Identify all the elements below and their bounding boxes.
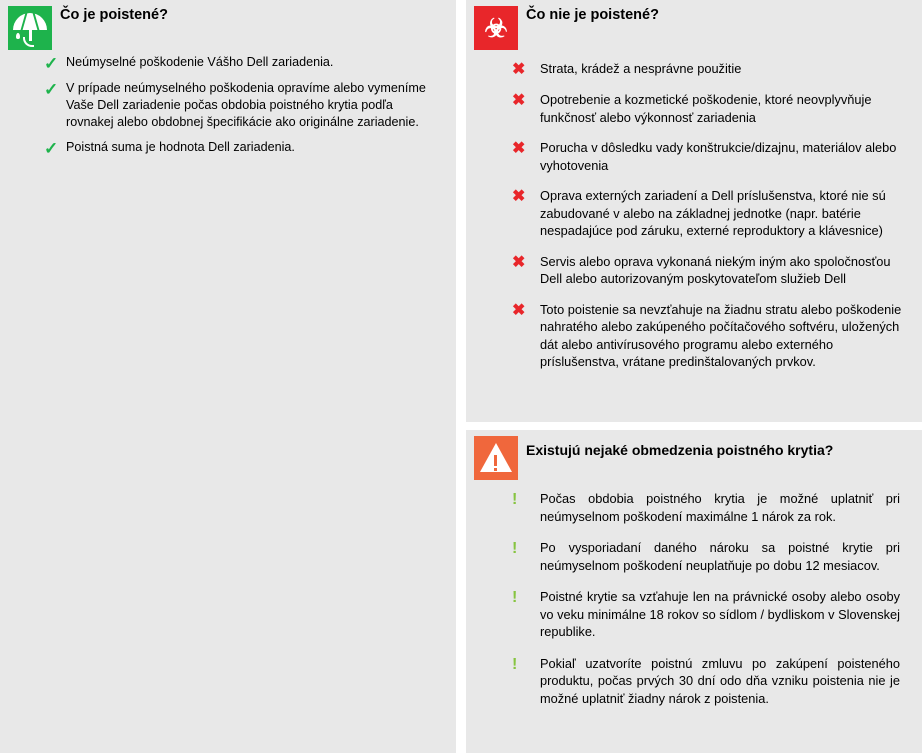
list-item-text: Strata, krádež a nesprávne použitie: [540, 61, 742, 76]
exclamation-icon: !: [512, 655, 518, 673]
list-item-text: Poistná suma je hodnota Dell zariadenia.: [66, 140, 295, 154]
panel-header: [0, 0, 456, 52]
panel-title: Čo nie je poistené?: [526, 7, 659, 23]
panel-what-is-covered: [0, 0, 456, 753]
cross-icon: ✖: [512, 92, 526, 109]
cross-icon: ✖: [512, 301, 526, 319]
panel-header: [466, 0, 922, 52]
umbrella-icon: [8, 6, 52, 50]
exclamation-icon: !: [512, 589, 518, 606]
list-item-text: Toto poistenie sa nevzťahuje na žiadnu stratu alebo poškodenie nahratého alebo zakúpeného počítačového softvéru, uložených dát alebo antivírusového programu alebo externého príslušenstva, vrátane predinštalovaných prvkov.: [540, 301, 902, 369]
list-item-text: Servis alebo oprava vykonaná niekým iným ako spoločnosťou Dell alebo autorizovaným poskytovateľom služieb Dell: [540, 253, 891, 286]
list-item: [44, 139, 442, 157]
panel-title: Existujú nejaké obmedzenia poistného krytia?: [526, 442, 834, 458]
list-item: [512, 253, 902, 288]
list-item: [512, 187, 902, 240]
panel-coverage-limits: [466, 430, 922, 753]
list-item: [512, 655, 900, 708]
panel-what-is-not-covered: [466, 0, 922, 422]
list-item: [512, 490, 900, 525]
cross-icon: ✖: [512, 253, 526, 271]
list-item: [44, 54, 442, 72]
exclamation-icon: !: [512, 491, 518, 508]
list-item-text: Neúmyselné poškodenie Vášho Dell zariadenia.: [66, 55, 334, 69]
check-icon: ✓: [44, 54, 59, 73]
list-item: [512, 588, 900, 641]
check-icon: ✓: [44, 139, 59, 158]
not-covered-list: [466, 60, 922, 371]
panel-header: [466, 430, 922, 482]
covered-list: [0, 54, 456, 157]
list-item: [512, 139, 902, 174]
list-item-text: Oprava externých zariadení a Dell príslušenstva, ktoré nie sú zabudované v alebo na základnej jednotke (napr. batérie nespadajúce pod záruku, externé reproduktory a klávesnice): [540, 188, 886, 238]
check-icon: ✓: [44, 80, 59, 99]
cross-icon: ✖: [512, 140, 526, 157]
list-item-text: Poistné krytie sa vzťahuje len na právnické osoby alebo osoby vo veku minimálne 18 rokov so sídlom / bydliskom v Slovenskej republike.: [540, 589, 900, 639]
list-item-text: Počas obdobia poistného krytia je možné uplatniť pri neúmyselnom poškodení maximálne 1 nárok za rok.: [540, 491, 900, 524]
no-entry-person-glyph: ☣: [484, 13, 508, 43]
warning-triangle-icon: [474, 436, 518, 480]
exclamation-icon: !: [512, 540, 518, 557]
list-item: [512, 91, 902, 126]
list-item-text: Opotrebenie a kozmetické poškodenie, ktoré neovplyvňuje funkčnosť alebo výkonnosť zariadenia: [540, 92, 872, 125]
panel-title: Čo je poistené?: [60, 7, 168, 23]
list-item-text: Porucha v dôsledku vady konštrukcie/dizajnu, materiálov alebo vyhotovenia: [540, 140, 897, 173]
list-item: [512, 539, 900, 574]
list-item-text: V prípade neúmyselného poškodenia opravíme alebo vymeníme Vaše Dell zariadenie počas obdobia poistného krytia podľa rovnakej alebo obdobnej špecifikácie ako originálne zariadenie.: [66, 81, 426, 129]
list-item-text: Po vysporiadaní daného nároku sa poistné krytie pri neúmyselnom poškodení neuplatňuje po dobu 12 mesiacov.: [540, 540, 900, 573]
no-entry-person-icon: [474, 6, 518, 50]
list-item: [512, 60, 902, 78]
cross-icon: ✖: [512, 188, 526, 205]
limits-list: [466, 490, 922, 707]
list-item: [512, 301, 902, 371]
list-item-text: Pokiaľ uzatvoríte poistnú zmluvu po zakúpení poisteného produktu, počas prvých 30 dní odo dňa vzniku poistenia nie je možné uplatniť žiadny nárok z poistenia.: [540, 655, 900, 706]
list-item: [44, 80, 442, 131]
cross-icon: ✖: [512, 61, 526, 78]
